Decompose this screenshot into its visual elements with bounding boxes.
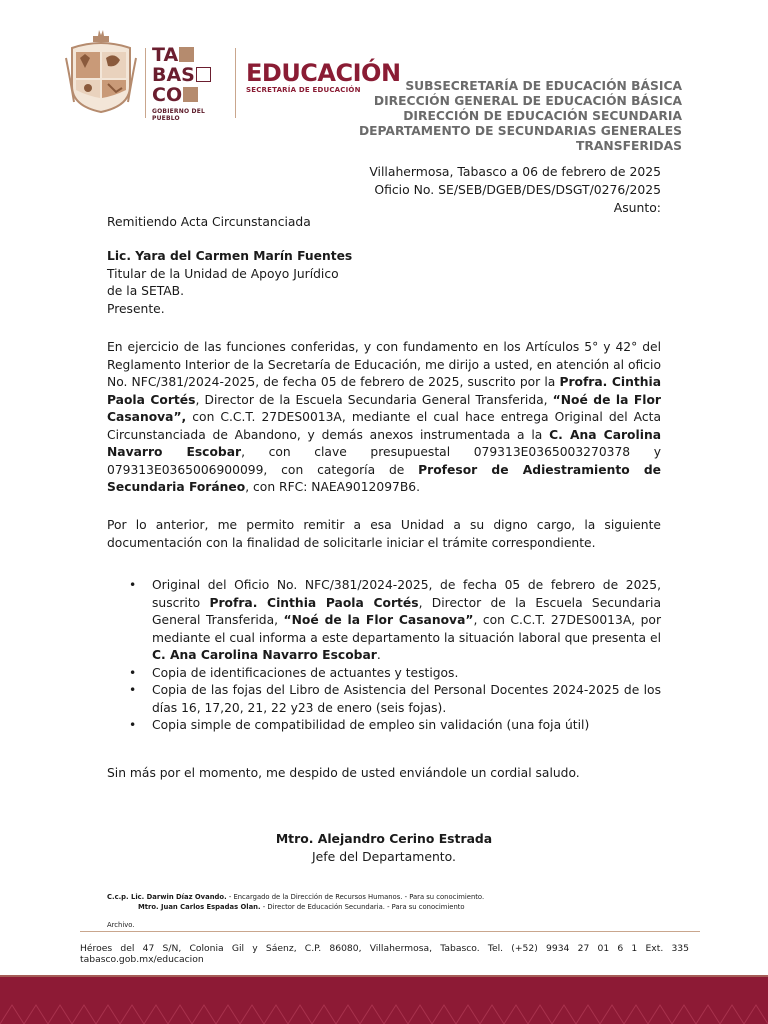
- bold-text-run: Profra. Cinthia Paola Cortés: [209, 595, 419, 610]
- text-run: Copia simple de compatibilidad de empleo sin validación (una foja útil): [152, 718, 590, 732]
- logo-line-1: TA: [152, 44, 179, 66]
- gobierno-label: GOBIERNO DEL PUEBLO: [152, 108, 206, 122]
- letterhead: [0, 0, 768, 153]
- place-date: Villahermosa, Tabasco a 06 de febrero de 2025: [369, 164, 661, 179]
- department-line: SUBSECRETARÍA DE EDUCACIÓN BÁSICA: [405, 79, 682, 93]
- logo-line-2: BAS: [152, 64, 195, 86]
- text-run: , con RFC: NAEA9012097B6.: [245, 480, 421, 494]
- ccp-recipient: Mtro. Juan Carlos Espadas Olan.: [138, 903, 261, 911]
- department-line: TRANSFERIDAS: [576, 139, 682, 153]
- text-run: , con clave presupuestal 079313E0365003270378 y 079313E0365006900099, con categoría de: [107, 445, 661, 477]
- letter-meta: [369, 163, 661, 217]
- logo-square-icon: [183, 87, 198, 102]
- text-run: , con C.C.T. 27DES0013A, por mediante el cual informa a este departamento la situación laboral que presenta el: [152, 613, 662, 645]
- department-hierarchy: [322, 79, 682, 153]
- asunto-text: Remitiendo Acta Circunstanciada: [107, 215, 311, 229]
- logo-square-icon: [179, 47, 194, 62]
- footer-divider: [80, 931, 700, 932]
- signer-name: Mtro. Alejandro Cerino Estrada: [275, 831, 493, 846]
- text-run: En ejercicio de las funciones conferidas, y con fundamento en los Artículos 5° y 42° del Reglamento Interior de la Secretaría de Educación, me dirijo a usted, en atención al oficio No. NFC/381/2024-2025, de fecha 05 de febrero de 2025, suscrito por la: [107, 340, 661, 389]
- body-paragraph-2: Por lo anterior, me permito remitir a esa Unidad a su digno cargo, la siguiente documentación con la finalidad de solicitarle iniciar el trámite correspondiente.: [107, 518, 661, 550]
- bold-text-run: Profesor de Adiestramiento de Secundaria Foráneo: [107, 462, 661, 494]
- text-run: con C.C.T. 27DES0013A, mediante el cual hace entrega Original del Acta Circunstanciada de Abandono, y demás anexos instrumentada a la: [107, 410, 661, 442]
- signature-block: [107, 830, 661, 866]
- recipient-title: de la SETAB.: [107, 284, 185, 298]
- annex-item: [129, 717, 661, 735]
- ccp-line: [138, 902, 465, 912]
- annex-list: [107, 577, 661, 735]
- logo-line-3: CO: [152, 84, 183, 106]
- logo-square-icon: [196, 67, 211, 82]
- annex-item: [129, 577, 662, 665]
- bullet-icon: •: [129, 665, 137, 680]
- oficio-number: Oficio No. SE/SEB/DGEB/DES/DSGT/0276/2025: [374, 182, 661, 197]
- bold-text-run: “Noé de la Flor Casanova”,: [107, 392, 661, 424]
- ccp-recipient: C.c.p. Lic. Darwin Díaz Ovando.: [107, 893, 227, 901]
- bullet-icon: •: [129, 718, 137, 732]
- footer-url[interactable]: tabasco.gob.mx/educacion: [80, 954, 204, 965]
- ccp-text: - Encargado de la Dirección de Recursos Humanos. - Para su conocimiento.: [226, 893, 485, 901]
- header-divider: [235, 48, 236, 118]
- bullet-icon: •: [129, 683, 137, 697]
- recipient-title: Titular de la Unidad de Apoyo Jurídico: [107, 266, 339, 281]
- education-subtitle: SECRETARÍA DE EDUCACIÓN: [246, 86, 361, 94]
- department-line: DIRECCIÓN DE EDUCACIÓN SECUNDARIA: [403, 109, 682, 123]
- header-divider: [145, 48, 146, 118]
- department-line: DIRECCIÓN GENERAL DE EDUCACIÓN BÁSICA: [373, 94, 682, 108]
- bold-text-run: “Noé de la Flor Casanova”: [283, 613, 474, 627]
- archivo-label: Archivo.: [107, 921, 135, 929]
- text-run: .: [376, 648, 381, 662]
- bullet-icon: •: [129, 578, 137, 592]
- bold-text-run: Profra. Cinthia Paola Cortés: [107, 375, 661, 407]
- signer-title: Jefe del Departamento.: [312, 849, 456, 864]
- text-run: Copia de identificaciones de actuantes y testigos.: [152, 665, 459, 680]
- text-run: Copia de las fojas del Libro de Asistencia del Personal Docentes 2024-2025 de los días 16, 17,20, 21, 22 y23 de enero (seis fojas).: [152, 683, 661, 715]
- recipient-name: Lic. Yara del Carmen Marín Fuentes: [107, 249, 353, 263]
- tabasco-gobierno-logo: [152, 44, 230, 122]
- ccp-line: [107, 892, 484, 902]
- annex-item: [129, 682, 661, 717]
- annex-item: [129, 665, 661, 683]
- recipient-block: [107, 248, 661, 318]
- footer-band: [0, 975, 768, 1024]
- education-title: EDUCACIÓN: [246, 59, 401, 87]
- closing-text: Sin más por el momento, me despido de usted enviándole un cordial saludo.: [107, 766, 580, 780]
- text-run: , Director de la Escuela Secundaria General Transferida,: [152, 595, 661, 627]
- text-run: Original del Oficio No. NFC/381/2024-2025, de fecha 05 de febrero de 2025, suscrito: [152, 578, 661, 610]
- ccp-text: - Director de Educación Secundaria. - Para su conocimiento: [260, 903, 465, 911]
- tabasco-coat-of-arms-icon: [66, 28, 136, 114]
- footer-pattern-icon: [0, 975, 768, 1024]
- bold-text-run: C. Ana Carolina Navarro Escobar: [107, 427, 661, 459]
- body-paragraph-1: [107, 339, 661, 497]
- greeting: Presente.: [107, 301, 165, 316]
- department-line: DEPARTAMENTO DE SECUNDARIAS GENERALES: [358, 124, 682, 138]
- text-run: , Director de la Escuela Secundaria General Transferida,: [195, 392, 553, 407]
- footer-address: Héroes del 47 S/N, Colonia Gil y Sáenz, C.P. 86080, Villahermosa, Tabasco. Tel. (+52) 9934 27 01 6 1 Ext. 335: [80, 943, 689, 954]
- asunto-label: Asunto:: [613, 200, 661, 215]
- bold-text-run: C. Ana Carolina Navarro Escobar: [152, 648, 377, 662]
